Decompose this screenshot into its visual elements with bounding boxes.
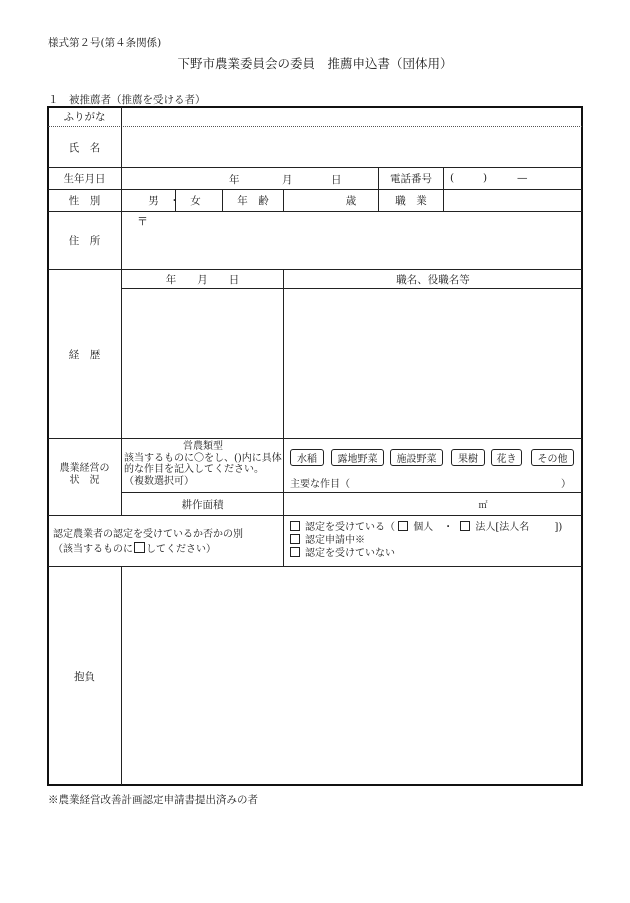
phone-paren-open: (: [450, 172, 455, 184]
main-crop-label: 主要な作目（: [290, 479, 350, 490]
age-field[interactable]: [284, 190, 378, 211]
cert-certified-checkbox[interactable]: [290, 521, 300, 531]
farm-type-instruction: （複数選択可）: [124, 475, 194, 487]
footnote: ※農業経営改善計画認定申請書提出済みの者: [48, 794, 258, 806]
area-unit: ㎡: [478, 500, 488, 511]
occupation-label: 職 業: [395, 195, 427, 207]
birth-month-unit: 月: [282, 174, 293, 186]
birthdate-label: 生年月日: [63, 173, 106, 185]
career-date-header: 年 月 日: [165, 273, 240, 286]
crop-option-other[interactable]: その他: [531, 449, 574, 466]
phone-paren-close: ): [483, 172, 488, 184]
phone-dash: —: [517, 172, 528, 184]
birth-day-unit: 日: [331, 174, 342, 186]
crop-option-open-field-vegetables[interactable]: 露地野菜: [331, 449, 384, 466]
postal-mark: 〒: [137, 215, 148, 228]
crop-option-fruit[interactable]: 果樹: [451, 449, 485, 466]
cert-pending-checkbox[interactable]: [290, 534, 300, 544]
certification-question: 認定農業者の認定を受けているか否かの別 （該当するものに してください）: [53, 529, 243, 555]
cultivated-area-label: 耕作面積: [181, 498, 224, 511]
career-title-header: 職名、役職名等: [396, 273, 470, 286]
section-heading: １ 被推薦者（推薦を受ける者）: [48, 94, 206, 106]
row-line: [48, 438, 582, 439]
cert-individual-checkbox[interactable]: [398, 521, 408, 531]
furigana-label: ふりがな: [63, 111, 106, 123]
address-field[interactable]: [122, 212, 582, 269]
crop-option-rice[interactable]: 水稲: [290, 449, 324, 466]
farm-status-label: 農業経営の 状 況: [59, 463, 110, 486]
aspiration-label: 抱負: [74, 670, 95, 683]
birth-year-unit: 年: [229, 174, 240, 186]
phone-field[interactable]: [444, 168, 582, 189]
crop-option-flowers[interactable]: 花き: [491, 449, 522, 466]
certification-options: 認定を受けている（ 個人 ・ 法人[法人名 ]) 認定申請中※ 認定を受けていない: [290, 521, 580, 560]
farm-type-description: [124, 441, 282, 487]
career-label: 経 歴: [68, 348, 101, 361]
cultivated-area-field[interactable]: [284, 493, 582, 515]
crop-option-greenhouse-vegetables[interactable]: 施設野菜: [390, 449, 443, 466]
form-number-label: 様式第２号(第４条関係): [48, 37, 162, 49]
farm-type-instruction: 該当するものに〇をし、()内に具体: [124, 452, 282, 464]
name-field[interactable]: [122, 127, 582, 167]
document-title: 下野市農業委員会の委員 推薦申込書（団体用）: [177, 56, 453, 71]
age-unit: 歳: [345, 195, 357, 207]
gender-label: 性 別: [68, 195, 101, 207]
main-crop-field[interactable]: [360, 474, 556, 488]
aspiration-field[interactable]: [122, 567, 582, 785]
phone-label: 電話番号: [390, 173, 432, 185]
age-label: 年 齢: [237, 195, 269, 207]
checkmark-box-icon: [134, 542, 145, 553]
cert-corporation-checkbox[interactable]: [460, 521, 470, 531]
career-dates-field[interactable]: [122, 289, 283, 438]
career-titles-field[interactable]: [284, 289, 582, 438]
address-label: 住 所: [68, 235, 101, 247]
main-crop-close: ）: [561, 479, 571, 490]
gender-options[interactable]: 男 ・ 女: [148, 195, 201, 207]
farm-type-title: 営農類型: [183, 441, 223, 452]
furigana-field[interactable]: [122, 107, 582, 126]
occupation-field[interactable]: [444, 190, 582, 211]
cert-not-certified-checkbox[interactable]: [290, 547, 300, 557]
name-label: 氏 名: [68, 141, 101, 154]
row-line: [48, 515, 582, 516]
farm-type-instruction: 的な作目を記入してください。: [124, 464, 264, 475]
